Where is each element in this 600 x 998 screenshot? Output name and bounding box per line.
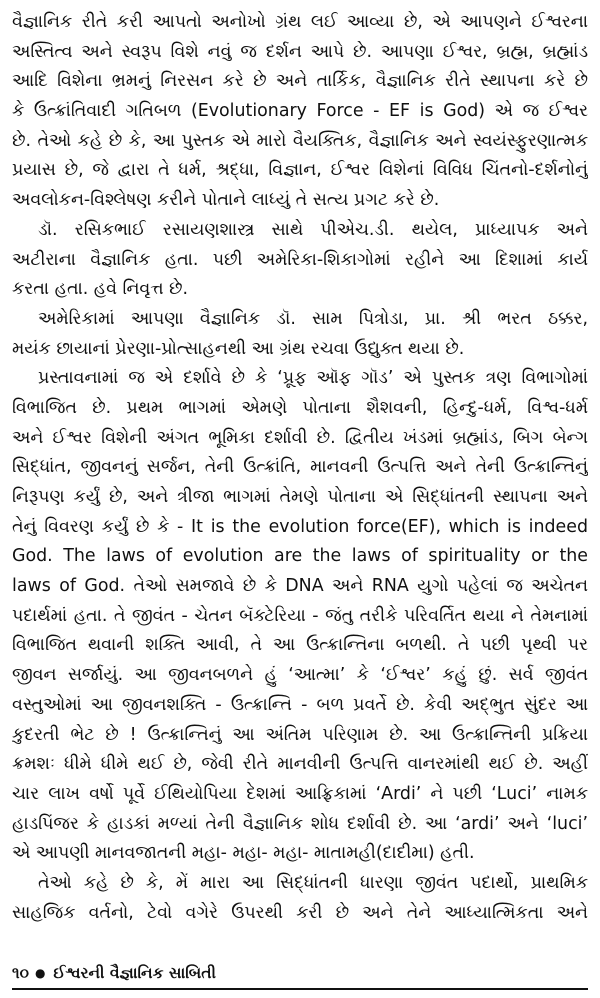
text-line: જીવન સર્જાયું. આ જીવનબળને હું ‘આત્મા’ કે ‘ઈશ્વર’ કહું છું. સર્વ જીવંત (12, 665, 588, 686)
text-line: કે ઉત્ક્રાંતિવાદી ગતિબળ (Evolutionary Force - EF is God) એ જ ઈશ્વર (12, 101, 588, 122)
text-line: અસ્તિત્વ અને સ્વરૂપ વિશે નવું જ દર્શન આપે છે. આપણા ઈશ્વર, બ્રહ્મ, બ્રહ્માંડ (12, 41, 588, 62)
text-line: ચાર લાખ વર્ષો પૂર્વે ઈથિયોપિયા દેશમાં આફ્રિકામાં ‘Ardi’ ને પછી ‘Luci’ નામક (12, 783, 588, 804)
text-line: આદિ વિશેના ભ્રમનું નિરસન કરે છે અને તાર્કિક, વૈજ્ઞાનિક રીતે સ્થાપના કરે છે (12, 71, 588, 92)
page-number: ૧૦ (12, 963, 29, 982)
text-line: હાડપિંજર કે હાડકાં મળ્યાં તેની વૈજ્ઞાનિક શોધ દર્શાવી છે. આ ‘ardi’ અને ‘luci’ (12, 813, 588, 834)
text-line: laws of God. તેઓ સમજાવે છે કે DNA અને RNA યુગો પહેલાં જ અચેતન (12, 576, 588, 597)
text-line: પદાર્થમાં હતા. તે જીવંત - ચેતન બૅક્ટેરિયા - જંતુ તરીકે પરિવર્તિત થયા ને તેમનામાં (12, 605, 588, 626)
text-line: મયંક છાયાનાં પ્રેરણા-પ્રોત્સાહનથી આ ગ્રંથ રચવા ઉદ્યુક્ત થયા છે. (12, 338, 465, 359)
text-line: છે. તેઓ કહે છે કે, આ પુસ્તક એ મારો વૈયક્તિક, વૈજ્ઞાનિક અને સ્વયંસ્ફુરણાત્મક (12, 130, 588, 151)
text-line: કુદરતી ભેટ છે ! ઉત્ક્રાન્તિનું આ અંતિમ પરિણામ છે. આ ઉત્ક્રાન્તિની પ્રક્રિયા (12, 724, 588, 745)
text-line: કરતા હતા. હવે નિવૃત્ત છે. (12, 279, 189, 300)
text-line: સિદ્ધાંત, જીવનનું સર્જન, તેની ઉત્ક્રાંતિ, માનવની ઉત્પત્તિ અને તેની ઉત્ક્રાન્તિનું (12, 457, 588, 478)
bullet-icon: ● (34, 966, 46, 980)
running-title: ઈશ્વરની વૈજ્ઞાનિક સાબિતી (53, 963, 216, 982)
text-line: અવલોકન-વિશ્લેષણ કરીને પોતાને લાધ્યું તે સત્ય પ્રગટ કરે છે. (12, 190, 440, 211)
text-line: નિરૂપણ કર્યું છે, અને ત્રીજા ભાગમાં તેમણે પોતાના એ સિદ્ધાંતની સ્થાપના અને (12, 487, 588, 507)
body-text (12, 8, 588, 928)
text-line: ક્રમશઃ ધીમે ધીમે થઈ છે, જેવી રીતે માનવીની ઉત્પત્તિ વાનરમાંથી થઈ છે. અહીં (12, 754, 588, 775)
footer-rule (12, 988, 588, 990)
text-line: વૈજ્ઞાનિક રીતે કરી આપતો અનોખો ગ્રંથ લઈ આવ્યા છે, એ આપણને ઈશ્વરના (12, 12, 588, 32)
text-line: એ આપણી માનવજાતની મહા- મહા- મહા- માતામહી(દાદીમા) હતી. (12, 843, 475, 864)
text-line: સાહજિક વર્તનો, ટેવો વગેરે ઉપરથી કરી છે અને તેને આધ્યાત્મિકતા અને (12, 902, 588, 923)
text-line: અટીરાના વૈજ્ઞાનિક હતા. પછી અમેરિકા-શિકાગોમાં રહીને આ દિશામાં કાર્ય (12, 249, 588, 270)
text-line: God. The laws of evolution are the laws of spirituality or the (12, 546, 588, 567)
text-line: વિભાજિત છે. પ્રથમ ભાગમાં એમણે પોતાના શૈશવની, હિન્દુ-ધર્મ, વિશ્વ-ધર્મ (12, 397, 588, 418)
text-line: પ્રયાસ છે, જે દ્વારા તે ધર્મ, શ્રદ્ધા, વિજ્ઞાન, ઈશ્વર વિશેનાં વિવિધ ચિંતનો-દર્શનોનું (12, 160, 588, 181)
text-line: પ્રસ્તાવનામાં જ એ દર્શાવે છે કે ‘પ્રૂફ ઑફ ગૉડ’ એ પુસ્તક ત્રણ વિભાગોમાં (38, 368, 588, 389)
text-line: વિભાજિત થવાની શક્તિ આવી, તે આ ઉત્ક્રાન્તિના બળથી. તે પછી પૃથ્વી પર (12, 635, 588, 656)
text-line: વસ્તુઓમાં આ જીવનશક્તિ - ઉત્ક્રાન્તિ - બળ પ્રવર્તે છે. કેવી અદ્ભુત સુંદર આ (12, 694, 588, 715)
page-footer (12, 958, 588, 988)
text-line: અને ઈશ્વર વિશેની અંગત ભૂમિકા દર્શાવી છે. દ્વિતીય ખંડમાં બ્રહ્માંડ, બિગ બેન્ગ (12, 427, 588, 448)
text-line: અમેરિકામાં આપણા વૈજ્ઞાનિક ડૉ. સામ પિત્રોડા, પ્રા. શ્રી ભરત ઠક્કર, (38, 308, 588, 329)
text-line: તેઓ કહે છે કે, મેં મારા આ સિદ્ધાંતની ધારણા જીવંત પદાર્થો, પ્રાથમિક (38, 872, 588, 893)
text-line: ડૉ. રસિકભાઈ રસાયણશાસ્ત્ર સાથે પીએચ.ડી. થયેલ, પ્રાધ્યાપક અને (38, 219, 588, 240)
text-line: તેનું વિવરણ કર્યું છે કે - It is the evolution force(EF), which is indeed (12, 516, 588, 537)
